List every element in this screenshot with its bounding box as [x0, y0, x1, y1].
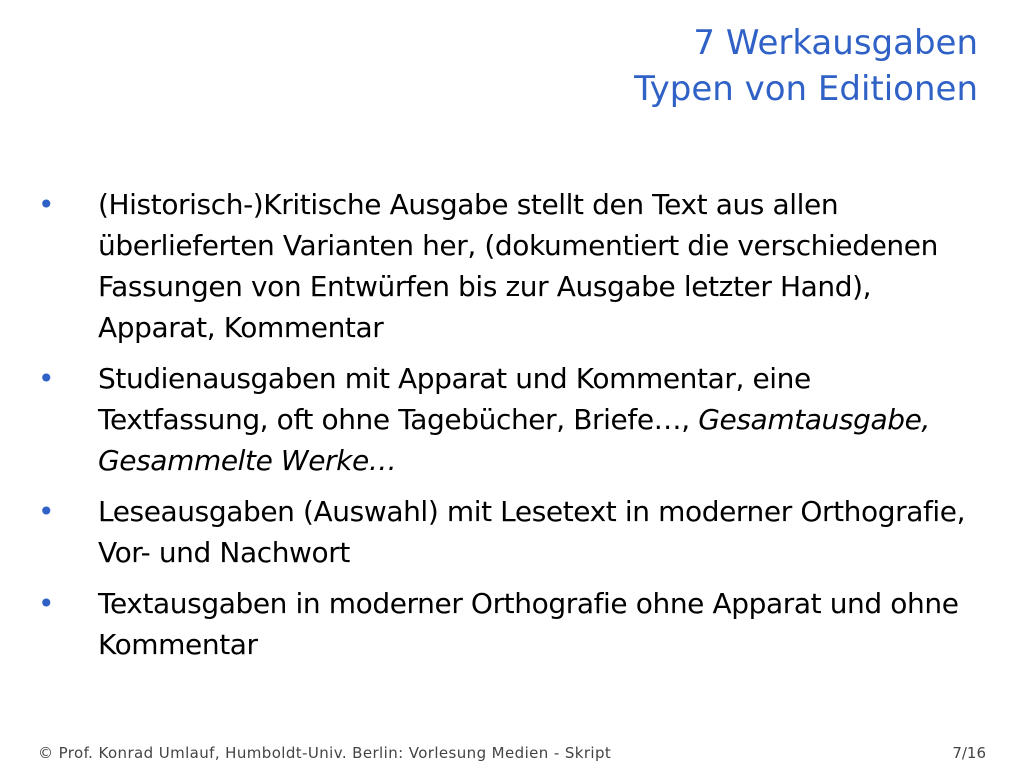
- bullet-list: [0, 184, 1024, 675]
- bullet-item-kritische-ausgabe: [0, 184, 1024, 348]
- bullet-text: Textausgaben in moderner Orthografie ohne Apparat und ohne Kommentar: [98, 587, 959, 661]
- bullet-dot-icon: •: [38, 188, 55, 221]
- bullet-item-leseausgaben: [0, 491, 1024, 573]
- footer-copyright: © Prof. Konrad Umlauf, Humboldt-Univ. Berlin: Vorlesung Medien - Skript: [38, 744, 612, 762]
- bullet-text: (Historisch-)Kritische Ausgabe stellt den Text aus allen überlieferten Varianten her, (dokumentiert die verschiedenen Fassungen von Entwürfen bis zur Ausgabe letzter Hand), Apparat, Kommentar: [98, 188, 938, 344]
- bullet-text-italic: Gesamtausgabe, Gesammelte Werke…: [98, 403, 930, 477]
- footer-page-number: 7/16: [952, 744, 986, 762]
- slide-title: [634, 20, 978, 112]
- bullet-text: Leseausgaben (Auswahl) mit Lesetext in moderner Orthografie, Vor- und Nachwort: [98, 495, 966, 569]
- bullet-dot-icon: •: [38, 362, 55, 395]
- bullet-text: Studienausgaben mit Apparat und Kommentar, eine Textfassung, oft ohne Tagebücher, Briefe…,: [98, 362, 811, 436]
- slide-title-line-2: Typen von Editionen: [634, 69, 978, 109]
- bullet-dot-icon: •: [38, 495, 55, 528]
- slide-title-line-1: 7 Werkausgaben: [693, 23, 978, 63]
- bullet-item-textausgaben: [0, 583, 1024, 665]
- bullet-item-studienausgaben: [0, 358, 1024, 481]
- bullet-dot-icon: •: [38, 587, 55, 620]
